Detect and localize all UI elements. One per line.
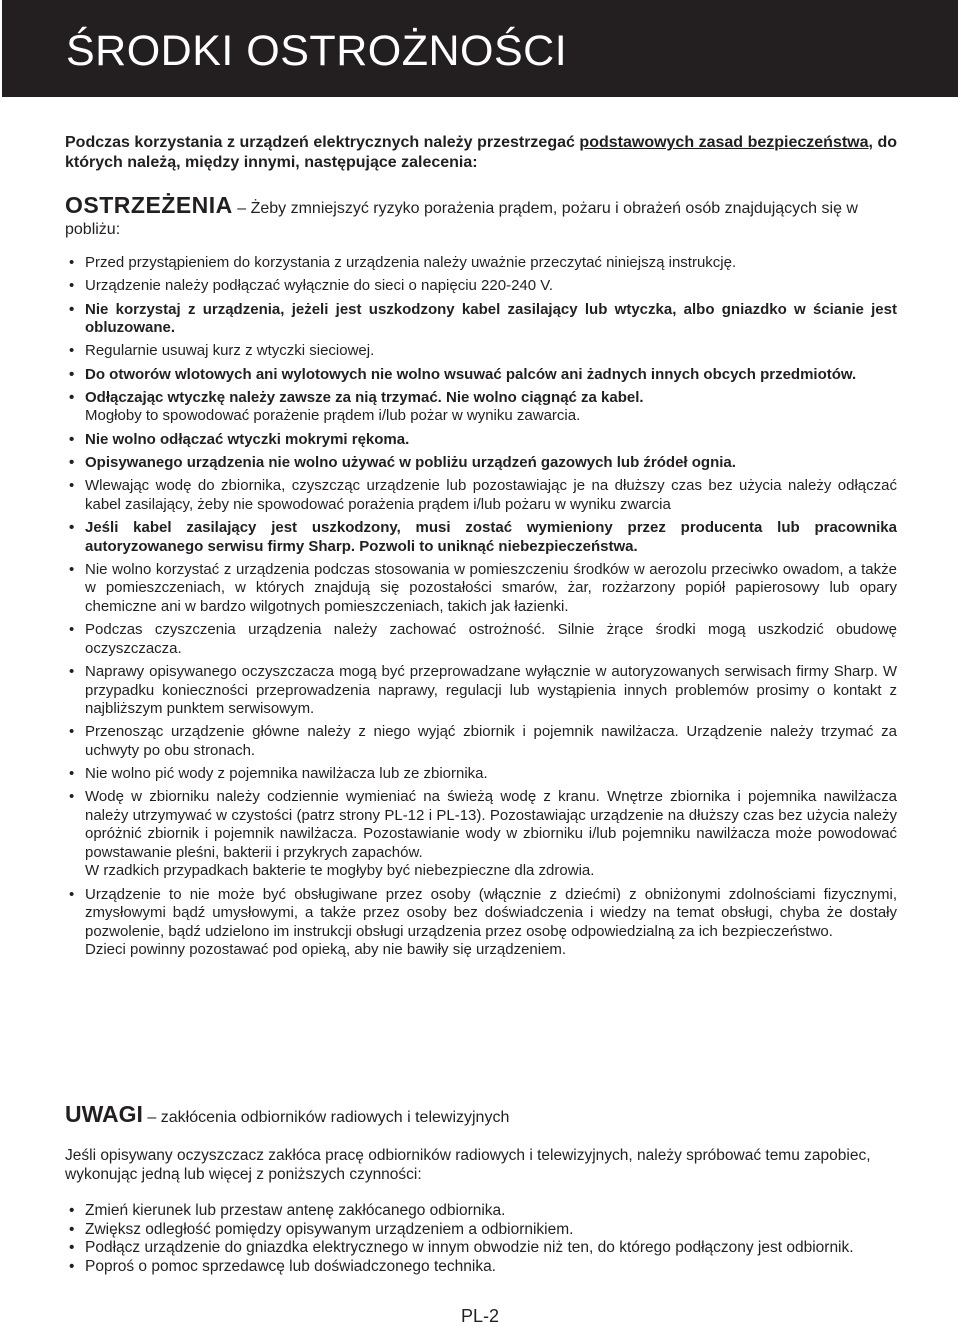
bullet-icon: • [69, 342, 75, 360]
bullet-icon: • [69, 430, 75, 448]
bullet-icon: • [69, 388, 75, 406]
warning-item-text: Naprawy opisywanego oczyszczacza mogą być przeprowadzane wyłącznie w autoryzowanych serwisach firmy Sharp. W przypadku konieczności przeprowadzenia naprawy, regulacji lub wystąpienia innych problemów prosimy o kontakt z najbliższym punktem serwisowym. [85, 663, 897, 718]
warning-item [65, 277, 897, 296]
bullet-icon: • [69, 454, 75, 472]
page-header [2, 0, 958, 97]
warning-item [65, 765, 897, 784]
warning-item-note: Mogłoby to spowodować porażenie prądem i/lub pożar w wyniku zawarcia. [85, 407, 581, 425]
warning-item-text: Urządzenie to nie może być obsługiwane przez osoby (włącznie z dziećmi) z obniżonymi zdolnościami fizycznymi, zmysłowymi bądź umysłowymi, a także przez osoby bez doświadczenia i wiedzy na temat obsługi, chyba że dostały pozwolenie, bądź udzielono im instrukcji obsługi urządzenia przez osobę odpowiedzialną za ich bezpieczeństwo. [85, 885, 897, 940]
notes-item-text: Zwiększ odległość pomiędzy opisywanym urządzeniem a odbiornikiem. [85, 1220, 574, 1238]
bullet-icon: • [69, 1202, 75, 1219]
bullet-icon: • [69, 663, 75, 681]
warning-list [65, 254, 897, 960]
warning-item [65, 561, 897, 617]
bullet-icon: • [69, 1220, 75, 1238]
notes-list [65, 1202, 897, 1276]
notes-item-text: Zmień kierunek lub przestaw antenę zakłócanego odbiornika. [85, 1202, 506, 1219]
notes-item [65, 1239, 897, 1258]
notes-subtitle: – zakłócenia odbiorników radiowych i telewizyjnych [142, 1109, 510, 1126]
bullet-icon: • [69, 560, 75, 578]
warning-item-text: Przed przystąpieniem do korzystania z urządzenia należy uważnie przeczytać niniejszą instrukcję. [85, 254, 737, 271]
bullet-icon: • [69, 254, 75, 271]
warning-text: – Żeby zmniejszyć ryzyko porażenia prądem, pożaru i obrażeń osób znajdujących się w pobliżu: [65, 200, 858, 238]
bullet-icon: • [69, 621, 75, 639]
warning-item-text: Nie wolno korzystać z urządzenia podczas stosowania w pomieszczeniu środków w aerozolu przeciwko owadom, a także w pomieszczeniach, w których znajdują się pozostałości smarów, żar, rozżarzony popiół papierosowy lub opary chemiczne ani w bardzo wilgotnych pomieszczeniach, takich jak łazienki. [85, 560, 897, 615]
notes-title: UWAGI [65, 1101, 143, 1127]
notes-item-text: Podłącz urządzenie do gniazdka elektrycznego w innym obwodzie niż ten, do którego podłączony jest odbiornik. [85, 1239, 854, 1256]
warning-item [65, 366, 897, 385]
warning-item-text: Jeśli kabel zasilający jest uszkodzony, musi zostać wymieniony przez producenta lub pracownika autoryzowanego serwisu firmy Sharp. Pozwoli to uniknąć niebezpieczeństwa. [85, 519, 897, 555]
intro-before: Podczas korzystania z urządzeń elektrycznych należy przestrzegać [65, 134, 580, 151]
warning-item-note: Dzieci powinny pozostawać pod opieką, aby nie bawiły się urządzeniem. [85, 941, 567, 959]
bullet-icon: • [69, 477, 75, 495]
notes-item [65, 1258, 897, 1277]
notes-section [65, 1103, 897, 1276]
warning-item-text: Opisywanego urządzenia nie wolno używać w pobliżu urządzeń gazowych lub źródeł ognia. [85, 454, 736, 472]
warning-item [65, 519, 897, 556]
bullet-icon: • [69, 765, 75, 783]
bullet-icon: • [69, 277, 75, 295]
warning-item-text: Nie wolno odłączać wtyczki mokrymi rękoma. [85, 430, 410, 448]
warning-item-text: Wlewając wodę do zbiornika, czyszcząc urządzenie lub pozostawiając je na dłuższy czas bez użycia należy odłączać kabel zasilający, żeby nie spowodować porażenia prądem i/lub pożaru w wyniku zwarcia [85, 477, 897, 513]
warning-item [65, 254, 897, 273]
notes-intro: Jeśli opisywany oczyszczacz zakłóca pracę odbiorników radiowych i telewizyjnych, należy spróbować temu zapobiec, wykonując jedną lub więcej z poniższych czynności: [65, 1147, 871, 1183]
warning-item [65, 621, 897, 658]
bullet-icon: • [69, 1257, 75, 1275]
warning-item-text: Nie korzystaj z urządzenia, jeżeli jest uszkodzony kabel zasilający lub wtyczka, albo gniazdko w ścianie jest obluzowane. [85, 300, 897, 337]
notes-item-text: Poproś o pomoc sprzedawcę lub doświadczonego technika. [85, 1257, 496, 1275]
warning-item [65, 788, 897, 881]
notes-heading [65, 1103, 897, 1129]
intro-paragraph [65, 133, 897, 173]
warning-item [65, 477, 897, 514]
warning-item [65, 454, 897, 473]
notes-item [65, 1202, 897, 1221]
intro-underlined: podstawowych zasad bezpieczeństwa [579, 134, 869, 151]
warning-item [65, 342, 897, 361]
warning-item [65, 431, 897, 450]
bullet-icon: • [69, 365, 75, 383]
warning-item-text: Odłączając wtyczkę należy zawsze za nią trzymać. Nie wolno ciągnąć za kabel. [85, 388, 644, 406]
bullet-icon: • [69, 300, 75, 318]
warning-item-text: Do otworów wlotowych ani wylotowych nie wolno wsuwać palców ani żadnych innych obcych przedmiotów. [85, 365, 857, 383]
main-content [65, 133, 897, 965]
page-number: PL-2 [460, 1306, 500, 1326]
warning-item-text: Przenosząc urządzenie główne należy z niego wyjąć zbiornik i pojemnik nawilżacza. Urządzenie należy trzymać za uchwyty po obu stronach. [85, 723, 897, 759]
warning-item [65, 301, 897, 338]
warning-item-text: Wodę w zbiorniku należy codziennie wymieniać na świeżą wodę z kranu. Wnętrze zbiornika i pojemnika nawilżacza należy utrzymywać w czystości (patrz strony PL-12 i PL-13). Pozostawiając urządzenie na dłuższy czas bez użycia należy opróżnić zbiornik i pojemnik nawilżacza. Pozostawianie wody w zbiorniku i/lub pojemniku nawilżacza może powodować powstawanie pleśni, bakterii i przykrych zapachów. [85, 788, 897, 861]
warning-item [65, 886, 897, 960]
bullet-icon: • [69, 519, 75, 537]
intro-after: , do których należą, między innymi, następujące zalecenia: [65, 134, 898, 171]
bullet-icon: • [69, 1239, 75, 1256]
page-title: ŚRODKI OSTROŻNOŚCI [66, 27, 568, 75]
warning-item [65, 663, 897, 719]
warning-item-text: Podczas czyszczenia urządzenia należy zachować ostrożność. Silnie żrące środki mogą uszkodzić obudowę oczyszczacza. [85, 621, 897, 657]
bullet-icon: • [69, 788, 75, 806]
notes-item [65, 1221, 897, 1240]
warning-item-text: Regularnie usuwaj kurz z wtyczki sieciowej. [85, 342, 375, 360]
warning-item-text: Urządzenie należy podłączać wyłącznie do sieci o napięciu 220-240 V. [85, 277, 554, 295]
bullet-icon: • [69, 723, 75, 741]
warning-item-text: Nie wolno pić wody z pojemnika nawilżacza lub ze zbiornika. [85, 765, 488, 783]
bullet-icon: • [69, 885, 75, 903]
warning-item [65, 389, 897, 426]
warning-item-note: W rzadkich przypadkach bakterie te mogłyby być niebezpieczne dla zdrowia. [85, 862, 595, 880]
warning-item [65, 723, 897, 760]
warning-heading [65, 192, 897, 240]
warning-title: OSTRZEŻENIA [65, 192, 233, 218]
